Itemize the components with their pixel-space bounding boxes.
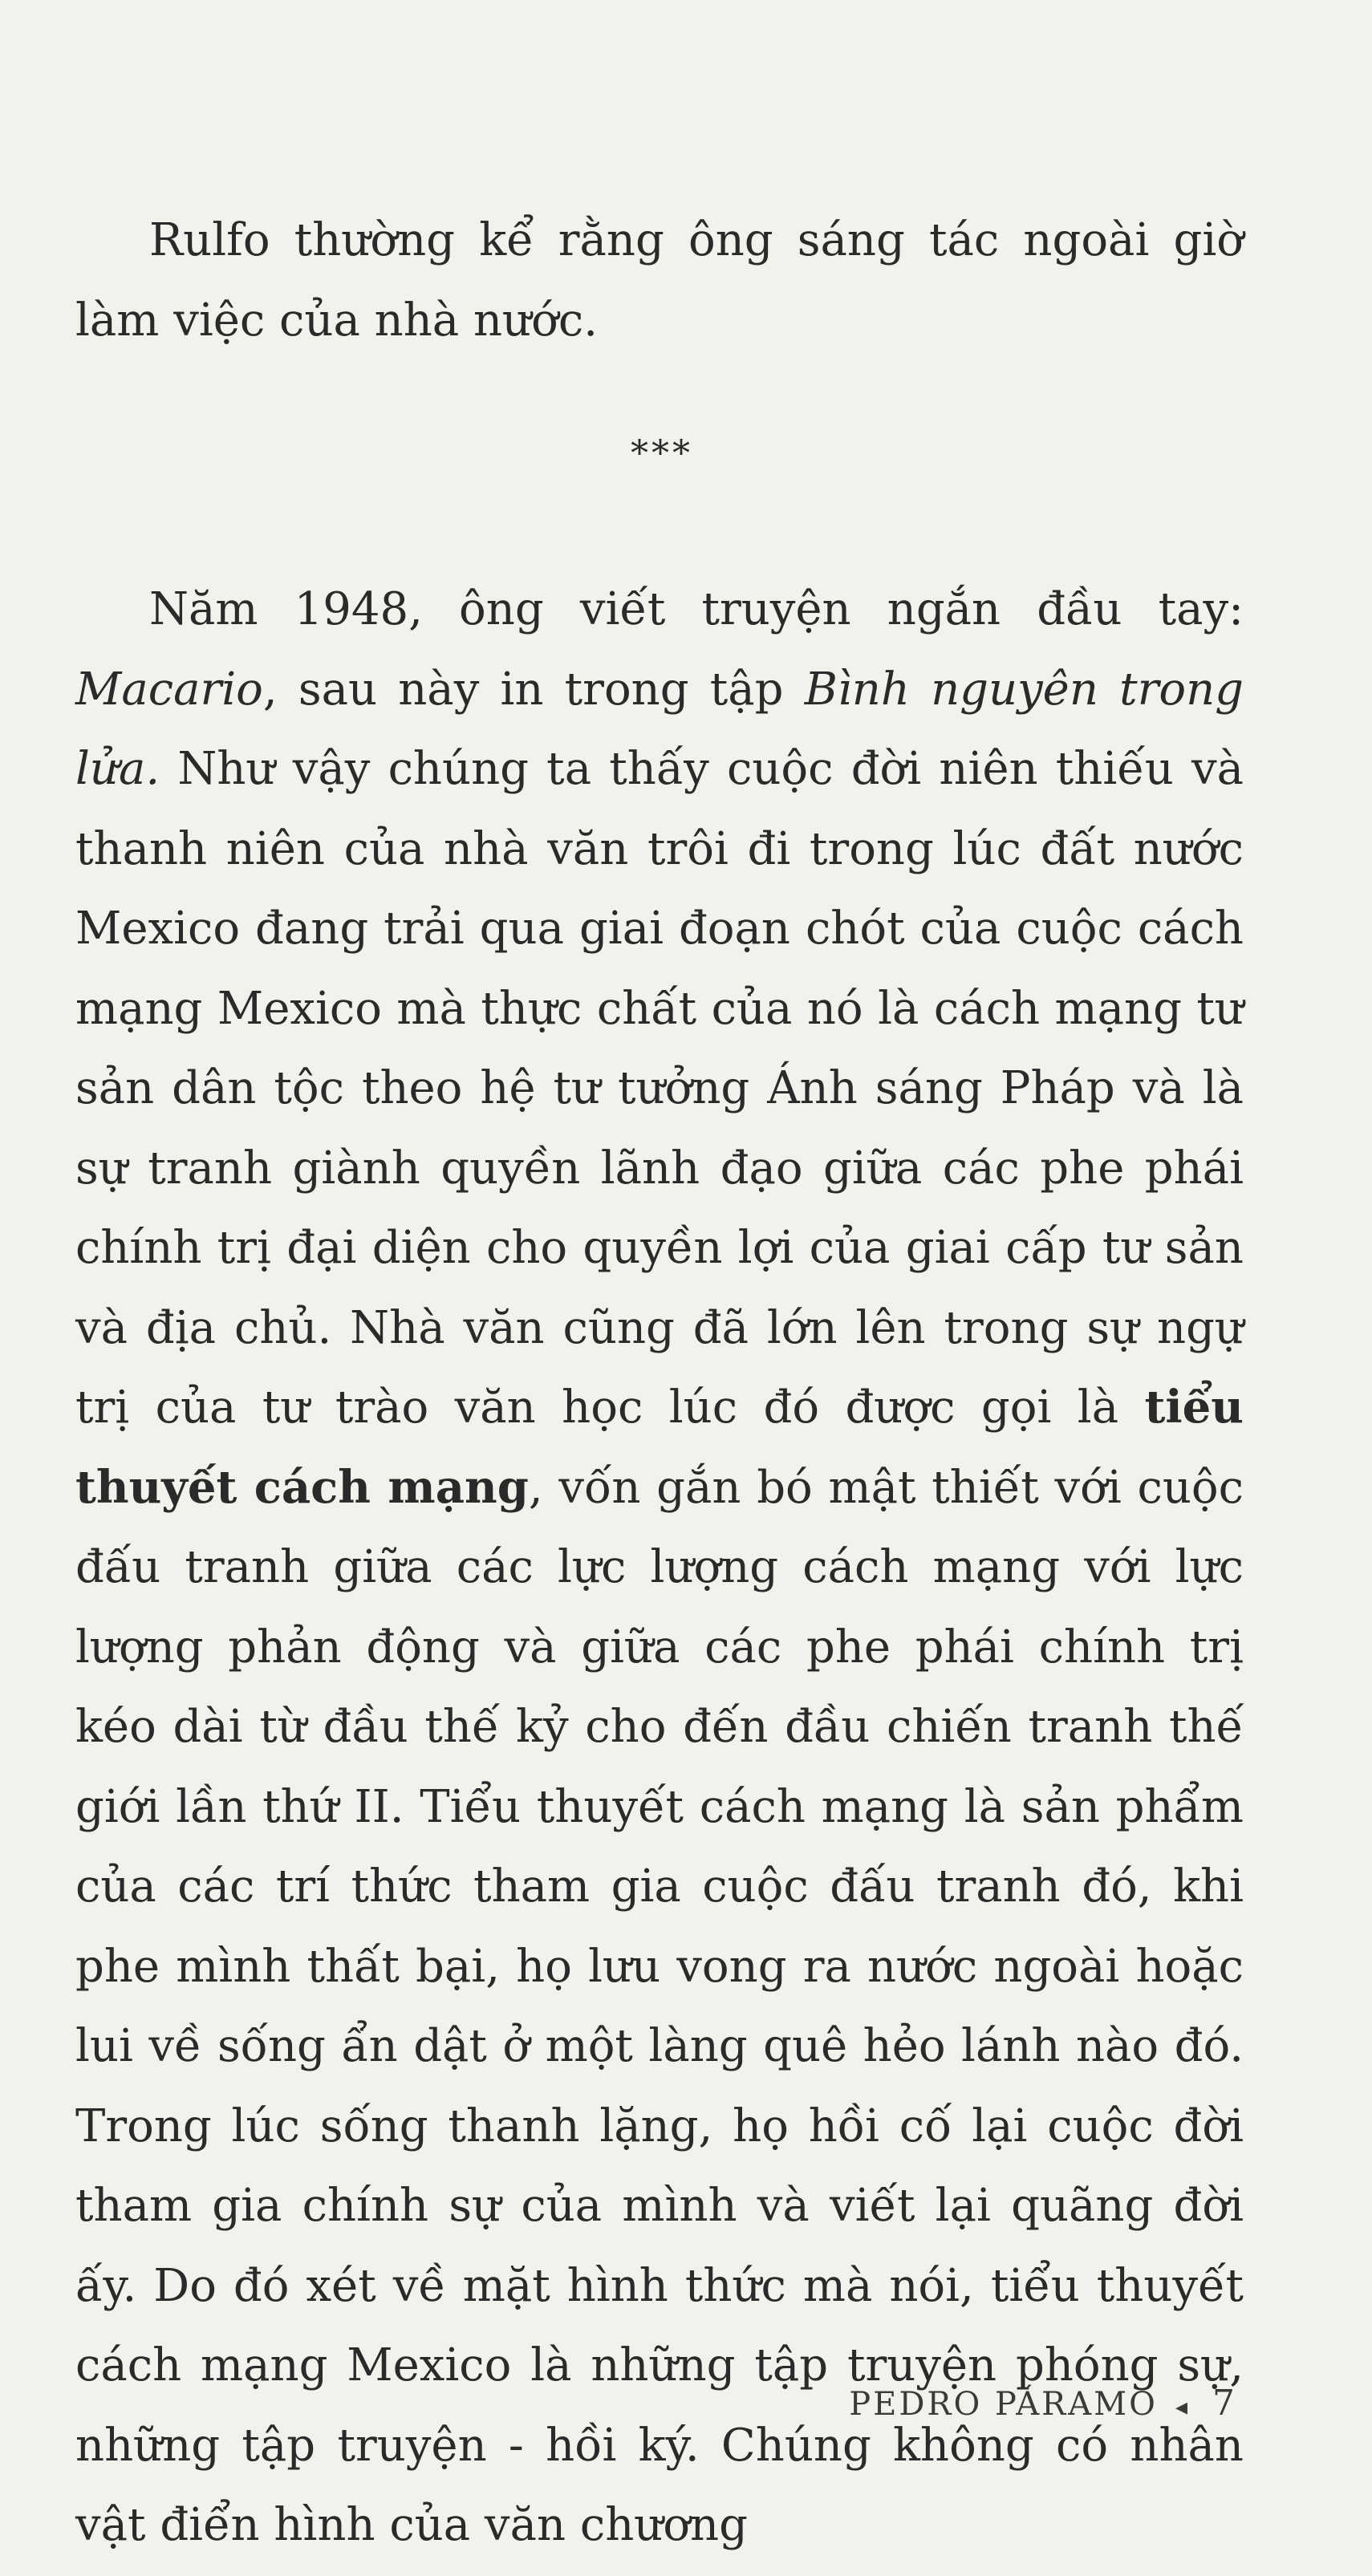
text-segment: , vốn gắn bó mật thiết với cuộc đấu tranh giữa các lực lượng cách mạng với lực lượng phản động và giữa các phe phái chính trị kéo dài từ đầu thế kỷ cho đến đầu chiến tranh thế giới lần thứ II. Tiểu thuyết cách mạng là sản phẩm của các trí thức tham gia cuộc đấu tranh đó, khi phe mình thất bại, họ lưu vong ra nước ngoài hoặc lui về sống ẩn dật ở một làng quê hẻo lánh nào đó. Trong lúc sống thanh lặng, họ hồi cố lại cuộc đời tham gia chính sự của mình và viết lại quãng đời ấy. Do đó xét về mặt hình thức mà nói, tiểu thuyết cách mạng Mexico là những tập truyện phóng sự, những tập truyện - hồi ký. Chúng không có nhân vật điển hình của văn chương	[75, 1461, 1244, 2551]
footer-arrow-icon: ◂	[1175, 2392, 1190, 2421]
term-revolutionary-novel: tiểu thuyết cách mạng	[75, 1381, 1244, 1514]
footer-book-title: PEDRO PÁRAMO	[849, 2386, 1158, 2423]
text-segment: , sau này in trong tập	[262, 663, 805, 716]
text-segment: Như vậy chúng ta thấy cuộc đời niên thiếu và thanh niên của nhà văn trôi đi trong lúc đất nước Mexico đang trải qua giai đoạn chót của cuộc cách mạng Mexico mà thực chất của nó là cách mạng tư sản dân tộc theo hệ tư tưởng Ánh sáng Pháp và là sự tranh giành quyền lãnh đạo giữa các phe phái chính trị đại diện cho quyền lợi của giai cấp tư sản và địa chủ. Nhà văn cũng đã lớn lên trong sự ngự trị của tư trào văn học lúc đó được gọi là	[75, 743, 1244, 1434]
story-title-macario: Macario	[75, 663, 263, 716]
paragraph-1948	[75, 570, 1244, 2566]
section-separator: ***	[631, 433, 693, 474]
running-footer	[849, 2383, 1237, 2424]
collection-title: Bình nguyên trong lửa.	[75, 663, 1244, 795]
text-segment: Năm 1948, ông viết truyện ngắn đầu tay:	[149, 583, 1244, 635]
paragraph-rulfo-work: Rulfo thường kể rằng ông sáng tác ngoài giờ làm việc của nhà nước.	[75, 214, 1244, 347]
page-number: 7	[1212, 2383, 1237, 2424]
